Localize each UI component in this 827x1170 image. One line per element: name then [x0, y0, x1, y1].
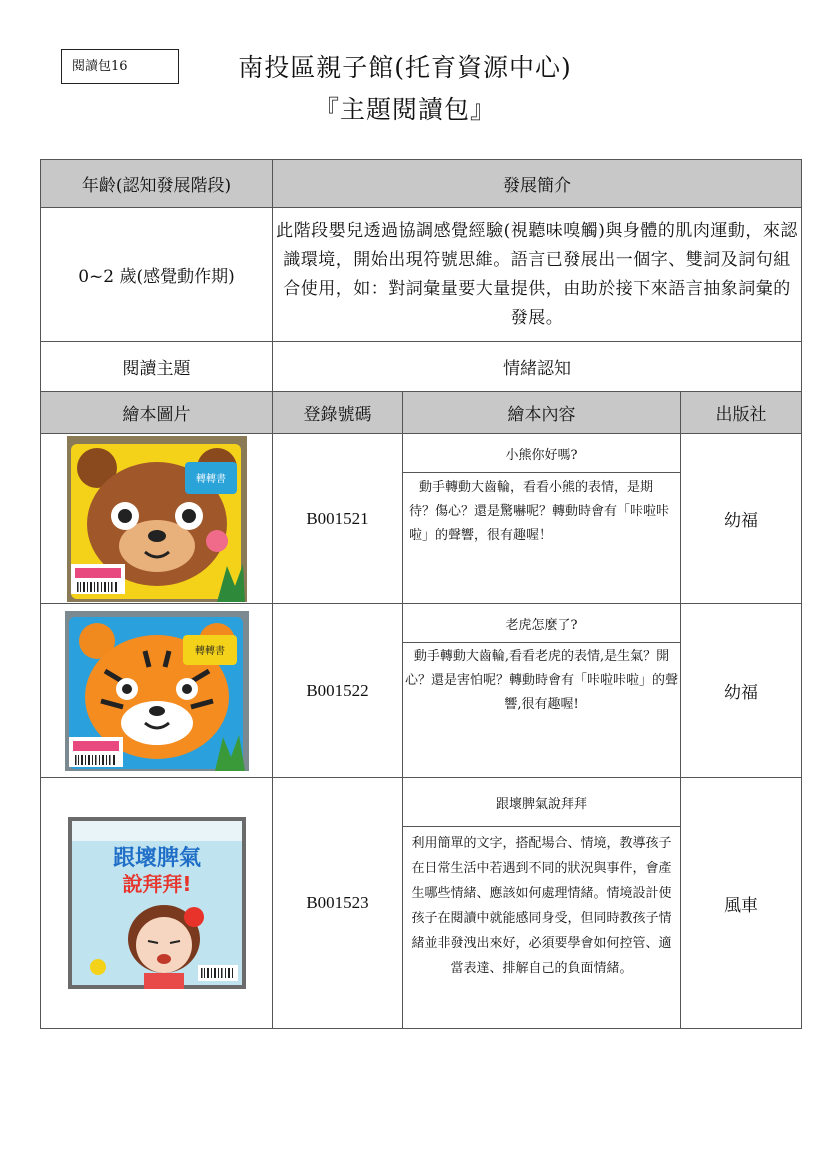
page-title: 南投區親子館(托育資源中心)	[238, 53, 572, 82]
cover-text: 跟壞脾氣	[112, 846, 201, 871]
cover-text: 說拜拜!	[121, 872, 192, 896]
image-header: 繪本圖片	[41, 392, 273, 434]
reading-pack-tag: 閱讀包16	[61, 49, 179, 84]
book-cover-cell	[41, 778, 273, 1029]
book-code: B001522	[273, 604, 403, 778]
book-description: 利用簡單的文字，搭配場合、情境，教導孩子在日常生活中若遇到不同的狀況與事件，會產生哪些情緒、應該如何處理情緒。情境設計使孩子在閱讀中就能感同身受，但同時教孩子情緒並非發洩出來好，必須要學會如何控管、適當表達、排解自己的負面情緒。	[411, 836, 672, 976]
book-publisher: 風車	[681, 778, 802, 1029]
book-code: B001523	[273, 778, 403, 1029]
book-content-cell	[403, 604, 681, 778]
girl-crying-book-cover-icon	[68, 817, 246, 989]
age-header: 年齡(認知發展階段)	[41, 160, 273, 208]
bear-book-cover-icon	[67, 436, 247, 602]
age-value: 0~2 歲(感覺動作期)	[41, 208, 273, 342]
book-row	[41, 778, 802, 1029]
theme-label: 閱讀主題	[41, 342, 273, 392]
theme-value: 情緒認知	[273, 342, 802, 392]
page-subtitle: 『主題閱讀包』	[313, 95, 496, 124]
book-title: 老虎怎麼了?	[403, 604, 680, 643]
book-publisher: 幼福	[681, 604, 802, 778]
book-description: 動手轉動大齒輪，看看小熊的表情，是期待？傷心？還是驚嚇呢？轉動時會有「咔啦咔啦」的聲響，很有趣喔！	[409, 480, 670, 543]
intro-text: 此階段嬰兒透過協調感覺經驗(視聽味嗅觸)與身體的肌肉運動，來認識環境，開始出現符號思維。語言已發展出一個字、雙詞及詞句組合使用，如：對詞彙量要大量提供，由助於接下來語言抽象詞彙的發展。	[276, 220, 798, 328]
reading-pack-table	[40, 159, 802, 1029]
intro-header: 發展簡介	[273, 160, 802, 208]
book-title: 小熊你好嗎?	[403, 434, 680, 473]
publisher-header: 出版社	[681, 392, 802, 434]
cover-text: 轉轉書	[194, 645, 225, 657]
content-header: 繪本內容	[403, 392, 681, 434]
tiger-book-cover-icon	[65, 611, 249, 771]
book-row	[41, 604, 802, 778]
book-description: 動手轉動大齒輪,看看老虎的表情,是生氣？開心？還是害怕呢？轉動時會有「咔啦咔啦」的聲響,很有趣喔!	[405, 649, 679, 712]
book-cover-cell	[41, 604, 273, 778]
book-publisher: 幼福	[681, 434, 802, 604]
book-title: 跟壞脾氣說拜拜	[403, 778, 680, 827]
book-cover-cell	[41, 434, 273, 604]
book-row	[41, 434, 802, 604]
book-content-cell	[403, 778, 681, 1029]
code-header: 登錄號碼	[273, 392, 403, 434]
book-code: B001521	[273, 434, 403, 604]
cover-text: 轉轉書	[195, 473, 226, 485]
book-content-cell	[403, 434, 681, 604]
